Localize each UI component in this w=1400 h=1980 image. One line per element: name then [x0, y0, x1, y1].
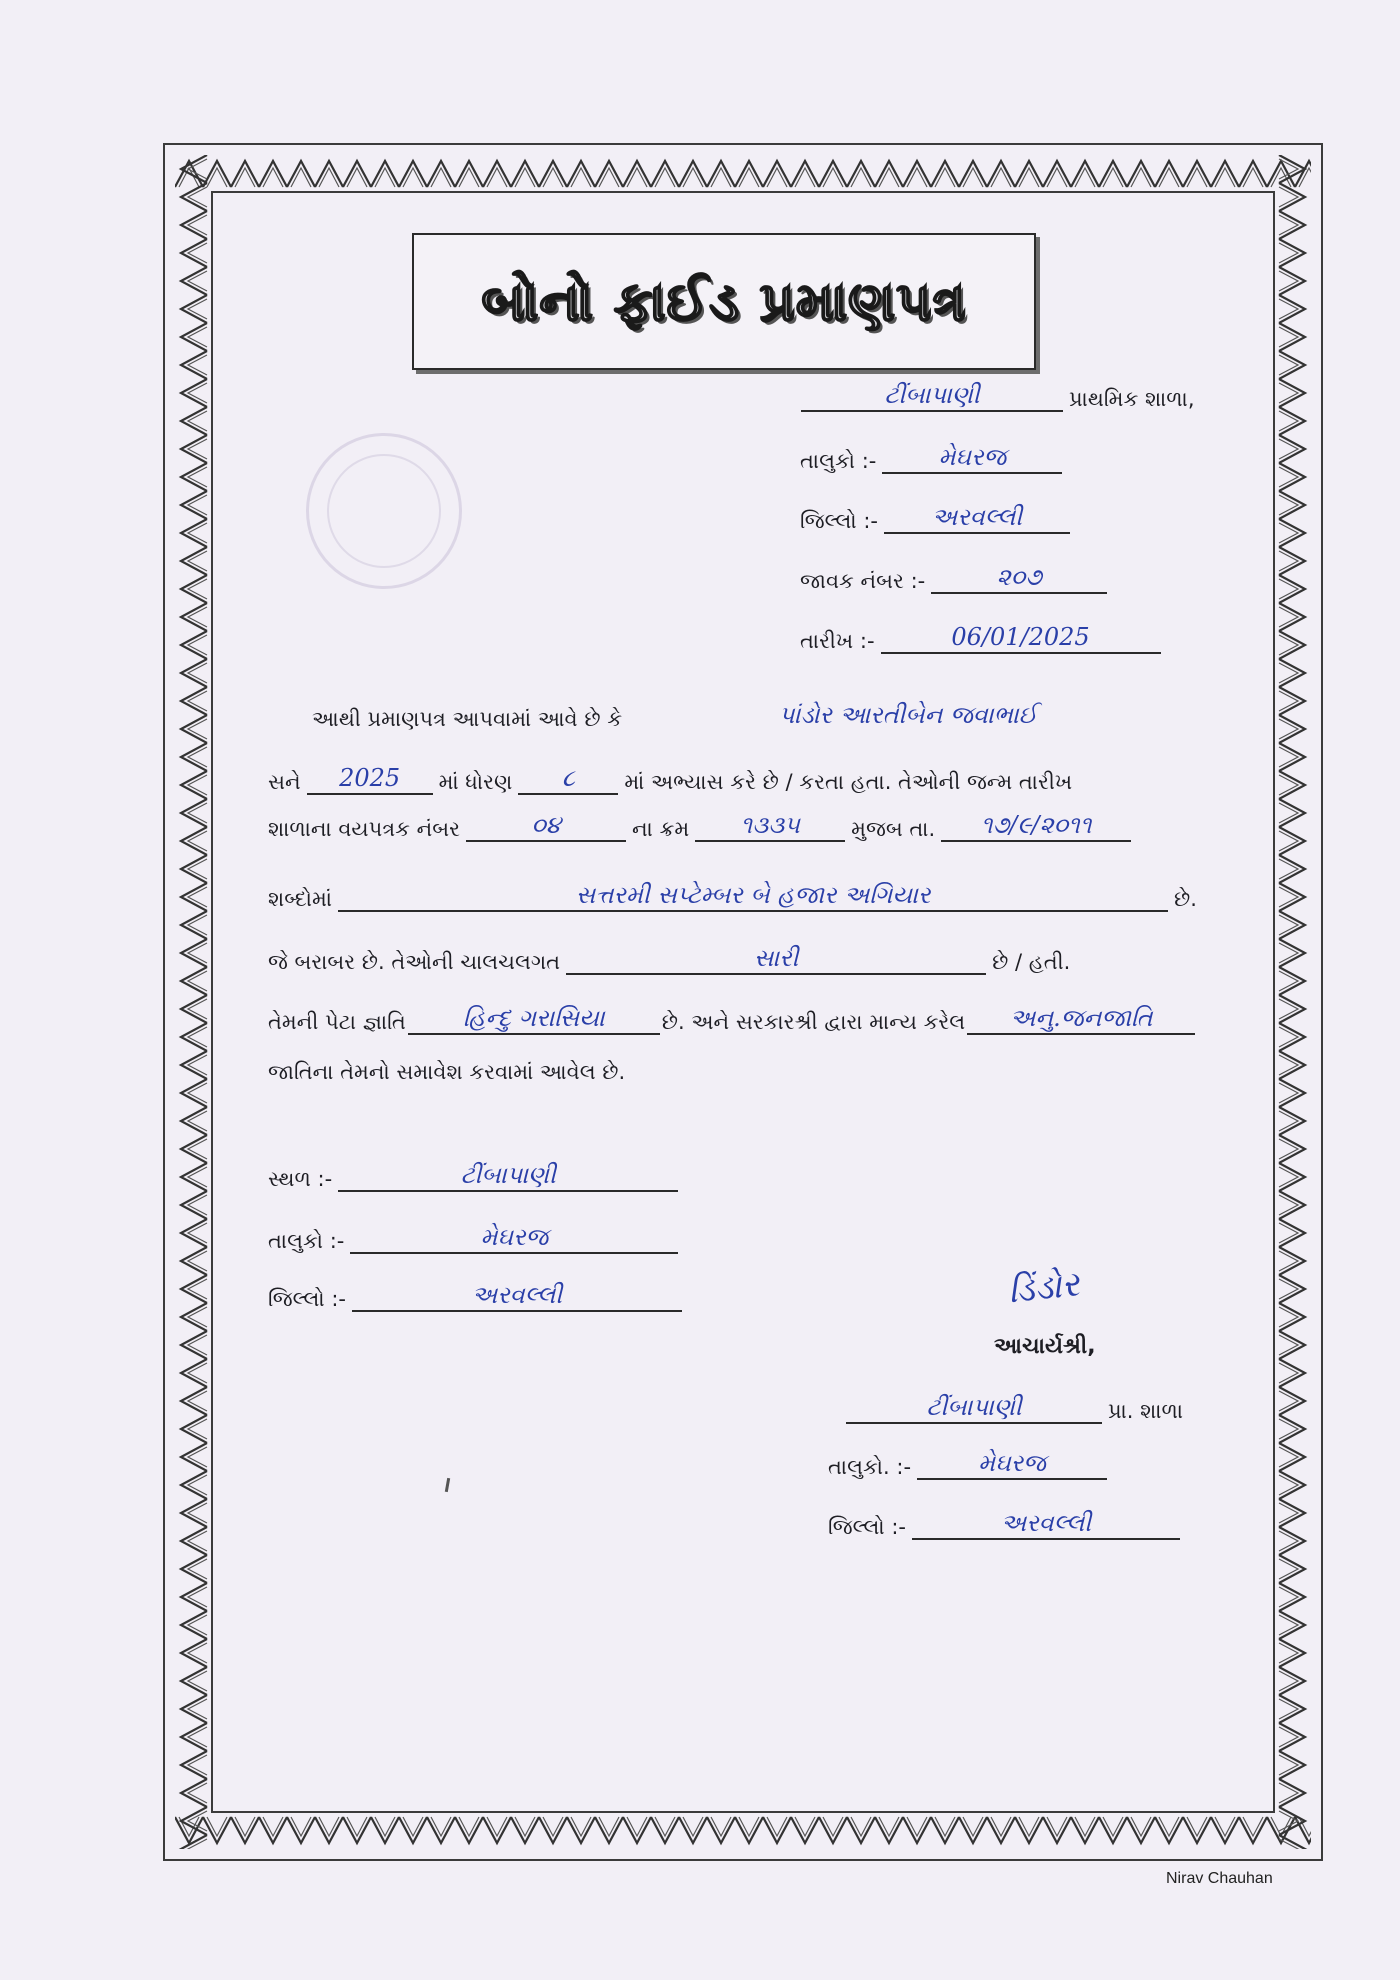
serial-value: ૧૩૩૫ [695, 810, 845, 842]
header-outward-row [800, 562, 1113, 594]
header-date-row [800, 622, 1167, 654]
principal-signature: ડિંડોર [1006, 1264, 1082, 1312]
header-school-name: ટીંબાપાણી [801, 380, 1063, 412]
header-taluka-label: તાલુકો :- [800, 449, 877, 473]
header-date-value: 06/01/2025 [881, 622, 1161, 654]
header-school-row [795, 380, 1195, 412]
caste-label: તેમની પેટા જ્ઞાતિ [268, 1010, 406, 1034]
dob-value: ૧૭/૯/૨૦૧૧ [941, 810, 1131, 842]
body-line-6 [268, 1003, 1197, 1035]
principal-label: આચાર્યશ્રી, [994, 1334, 1096, 1359]
body-line-3 [268, 810, 1137, 842]
zigzag-border-top [175, 155, 1311, 193]
body-line6-middle: છે. અને સરકારશ્રી દ્વારા માન્ય કરેલ [661, 1010, 966, 1034]
certificate-title: બોનો ફાઈડ પ્રમાણપત્ર [481, 269, 967, 333]
register-label: શાળાના વયપત્રક નંબર [268, 817, 461, 841]
year-label: સને [268, 770, 301, 794]
zigzag-border-left [175, 155, 213, 1849]
footer-district-label: જિલ્લો :- [268, 1287, 346, 1311]
header-outward-value: ૨૦૭ [931, 562, 1107, 594]
principal-district-label: જિલ્લો :- [828, 1515, 906, 1539]
student-name: પાંડોર આરતીબેન જવાભાઈ [778, 701, 1038, 729]
principal-school-suffix: પ્રા. શાળા [1108, 1399, 1183, 1423]
principal-taluka-value: મેઘરજ [917, 1448, 1107, 1480]
body-line-2 [268, 763, 1072, 795]
body-line-7 [268, 1060, 625, 1085]
footer-taluka-row [268, 1222, 684, 1254]
header-outward-label: જાવક નંબર :- [800, 569, 926, 593]
body-line2-suffix: માં અભ્યાસ કરે છે / કરતા હતા. તેઓની જન્મ તારીખ [624, 770, 1073, 794]
principal-label-row [994, 1334, 1096, 1359]
principal-taluka-row [828, 1448, 1113, 1480]
footer-place-row [268, 1160, 684, 1192]
register-value: ૦૪ [466, 810, 626, 842]
footer-place-label: સ્થળ :- [268, 1167, 333, 1191]
caste-value: હિન્દુ ગરાસિયા [408, 1003, 660, 1035]
conduct-value: સારી [566, 943, 986, 975]
principal-district-row [828, 1508, 1186, 1540]
conduct-label: જે બરાબર છે. તેઓની ચાલચલગત [268, 950, 561, 974]
footer-taluka-label: તાલુકો :- [268, 1229, 345, 1253]
principal-school-name: ટીંબાપાણી [846, 1392, 1102, 1424]
words-label: શબ્દોમાં [268, 887, 332, 911]
body-line1-prefix: આથી પ્રમાણપત્ર આપવામાં આવે છે કે [312, 707, 623, 731]
body-line-4 [268, 880, 1197, 912]
principal-school-row [840, 1392, 1183, 1424]
dob-label: મુજબ તા. [851, 817, 936, 841]
header-district-value: અરવલ્લી [884, 502, 1070, 534]
principal-district-value: અરવલ્લી [912, 1508, 1180, 1540]
category-value: અનુ.જનજાતિ [967, 1003, 1195, 1035]
title-box [412, 233, 1036, 370]
body-line4-suffix: છે. [1174, 887, 1197, 911]
header-taluka-row [800, 442, 1068, 474]
principal-taluka-label: તાલુકો. :- [828, 1455, 912, 1479]
zigzag-border-bottom [175, 1811, 1311, 1849]
body-line-5 [268, 943, 1070, 975]
zigzag-border-right [1273, 155, 1311, 1849]
serial-label: ના ક્રમ [632, 817, 690, 841]
body-line-1 [312, 700, 1194, 732]
dob-words: સત્તરમી સપ્ટેમ્બર બે હજાર અગિયાર [338, 880, 1168, 912]
school-stamp-inner [327, 454, 441, 568]
footer-district-row [268, 1280, 688, 1312]
body-line7: જાતિના તેમનો સમાવેશ કરવામાં આવેલ છે. [268, 1060, 626, 1084]
header-date-label: તારીખ :- [800, 629, 875, 653]
school-stamp [306, 433, 462, 589]
footer-place-value: ટીંબાપાણી [338, 1160, 678, 1192]
header-school-suffix: પ્રાથમિક શાળા, [1069, 387, 1195, 411]
body-line5-suffix: છે / હતી. [992, 950, 1071, 974]
footer-taluka-value: મેઘરજ [350, 1222, 678, 1254]
year-value: 2025 [307, 763, 433, 795]
header-district-row [800, 502, 1076, 534]
std-value: ૮ [518, 763, 618, 795]
std-label: માં ધોરણ [438, 770, 513, 794]
footer-district-value: અરવલ્લી [352, 1280, 682, 1312]
credit-text: Nirav Chauhan [1166, 1870, 1273, 1887]
header-district-label: જિલ્લો :- [800, 509, 878, 533]
header-taluka-value: મેઘરજ [882, 442, 1062, 474]
